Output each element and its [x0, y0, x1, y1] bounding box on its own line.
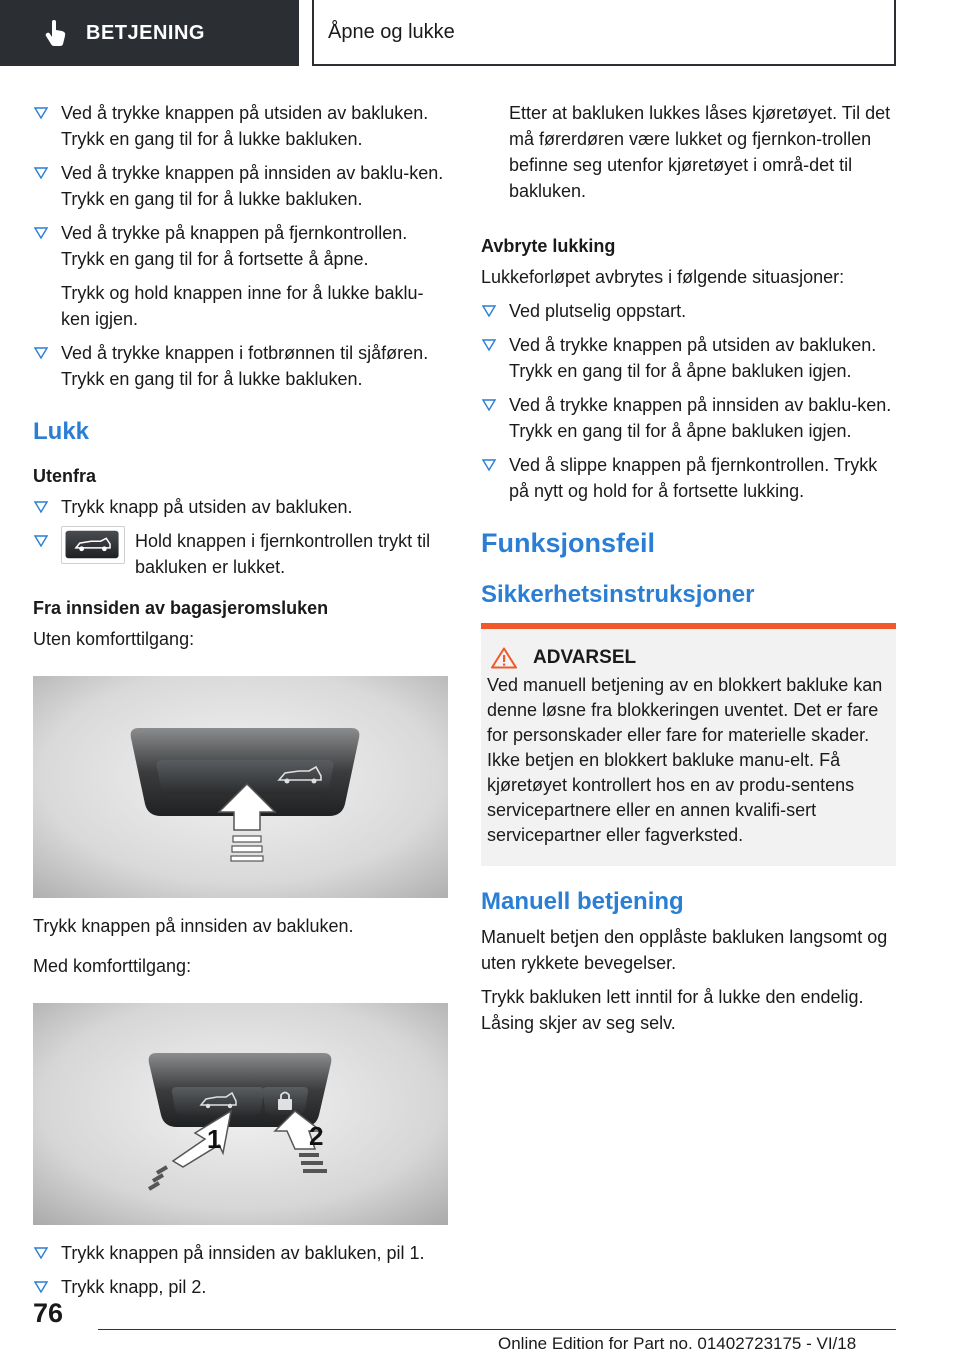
chapter-title: Åpne og lukke	[328, 20, 455, 43]
list-item-subtext: Trykk og hold knappen inne for å lukke baklu-ken igjen.	[61, 283, 424, 329]
triangle-bullet-icon	[482, 398, 496, 412]
triangle-bullet-icon	[34, 500, 48, 514]
page-number: 76	[33, 1298, 64, 1328]
open-list	[33, 100, 449, 392]
list-item-text: Trykk knapp, pil 2.	[61, 1277, 207, 1297]
arrow-label-1: 1	[207, 1124, 222, 1154]
warning-triangle-icon	[491, 647, 517, 669]
list-item	[33, 340, 449, 392]
trunk-button-photo-1	[33, 676, 448, 898]
triangle-bullet-icon	[482, 458, 496, 472]
triangle-bullet-icon	[34, 346, 48, 360]
manuell-paragraph-1: Manuelt betjen den opplåste bakluken langsomt og uten rykkete bevegelser.	[481, 927, 888, 973]
intro-paragraph: Etter at bakluken lukkes låses kjøretøyet. Til det må førerdøren være lukket og fjernkon-trollen befinne seg utenfor kjøretøyet i områ-det til bakluken.	[509, 103, 891, 201]
hand-pointer-icon	[44, 20, 68, 46]
uten-komfort-text: Uten komforttilgang:	[33, 629, 195, 649]
footer-edition: Online Edition for Part no. 01402723175 - VI/18	[498, 1334, 857, 1353]
section-title: BETJENING	[86, 21, 205, 44]
list-item	[33, 160, 449, 212]
list-item-text: Ved å trykke knappen på innsiden av baklu-ken. Trykk en gang til for å lukke bakluken.	[61, 163, 444, 209]
list-item	[33, 1274, 449, 1300]
warning-box	[481, 629, 896, 866]
right-column	[481, 100, 896, 1044]
list-item	[33, 1240, 449, 1266]
triangle-bullet-icon	[34, 1280, 48, 1294]
footer-divider	[98, 1329, 896, 1330]
list-item-text: Ved å trykke knappen på utsiden av bakluken. Trykk en gang til for å lukke bakluken.	[61, 103, 429, 149]
list-item	[481, 452, 896, 504]
list-item	[33, 494, 449, 520]
list-item-text: Ved å trykke knappen i fotbrønnen til sjåføren. Trykk en gang til for å lukke bakluken.	[61, 343, 429, 389]
section-tab	[0, 0, 299, 66]
triangle-bullet-icon	[34, 226, 48, 240]
list-item	[481, 298, 896, 324]
heading-lukk: Lukk	[33, 418, 90, 445]
list-item-text: Hold knappen i fjernkontrollen trykt til bakluken er lukket.	[135, 531, 431, 577]
list-item-with-icon	[33, 528, 449, 580]
triangle-bullet-icon	[34, 166, 48, 180]
heading-funksjonsfeil: Funksjonsfeil	[481, 528, 656, 558]
list-item-text: Ved å trykke knappen på utsiden av bakluken. Trykk en gang til for å åpne bakluken igjen.	[509, 335, 877, 381]
heading-avbryte: Avbryte lukking	[481, 236, 616, 256]
trunk-button-photo-2	[33, 1003, 448, 1225]
warning-title-row	[487, 647, 886, 669]
list-item	[33, 220, 449, 332]
arrow-label-2: 2	[309, 1121, 324, 1151]
list-item-text: Ved å trykke på knappen på fjernkontrollen. Trykk en gang til for å fortsette å åpne.	[61, 223, 408, 269]
triangle-bullet-icon	[34, 106, 48, 120]
photo1-caption: Trykk knappen på innsiden av bakluken.	[33, 916, 354, 936]
list-item	[481, 392, 896, 444]
triangle-bullet-icon	[34, 1246, 48, 1260]
list-item-text: Trykk knappen på innsiden av bakluken, pil 1.	[61, 1243, 425, 1263]
heading-sikkerhet: Sikkerhetsinstruksjoner	[481, 581, 755, 608]
car-trunk-icon	[62, 527, 124, 563]
remote-key-box	[61, 526, 125, 564]
list-item-text: Trykk knapp på utsiden av bakluken.	[61, 497, 353, 517]
list-item-text: Ved plutselig oppstart.	[509, 301, 687, 321]
heading-innsiden: Fra innsiden av bagasjeromsluken	[33, 598, 329, 618]
chapter-tab	[312, 0, 896, 66]
med-komfort-text: Med komforttilgang:	[33, 956, 192, 976]
list-item	[33, 100, 449, 152]
avbryte-intro: Lukkeforløpet avbrytes i følgende situasjoner:	[481, 267, 845, 287]
heading-manuell: Manuell betjening	[481, 888, 684, 915]
warning-text: Ved manuell betjening av en blokkert bakluke kan denne løsne fra blokkeringen uventet. Det er fare for personskader eller fare for materielle skader. Ikke betjen en blokkert bakluke manu-elt. Få kjøretøyet kontrollert hos en av produ-sentens servicepartnere eller en annen kvalifi-sert servicepartner eller fagverksted.	[487, 675, 883, 845]
manuell-paragraph-2: Trykk bakluken lett inntil for å lukke den endelig. Låsing skjer av seg selv.	[481, 987, 864, 1033]
triangle-bullet-icon	[34, 534, 48, 548]
triangle-bullet-icon	[482, 304, 496, 318]
list-item-text: Ved å slippe knappen på fjernkontrollen. Trykk på nytt og hold for å fortsette lukking.	[509, 455, 878, 501]
list-item	[481, 332, 896, 384]
list-item-text: Ved å trykke knappen på innsiden av baklu-ken. Trykk en gang til for å åpne bakluken igjen.	[509, 395, 892, 441]
triangle-bullet-icon	[482, 338, 496, 352]
left-column	[33, 100, 449, 1308]
heading-utenfra: Utenfra	[33, 466, 97, 486]
warning-title: ADVARSEL	[533, 647, 637, 668]
